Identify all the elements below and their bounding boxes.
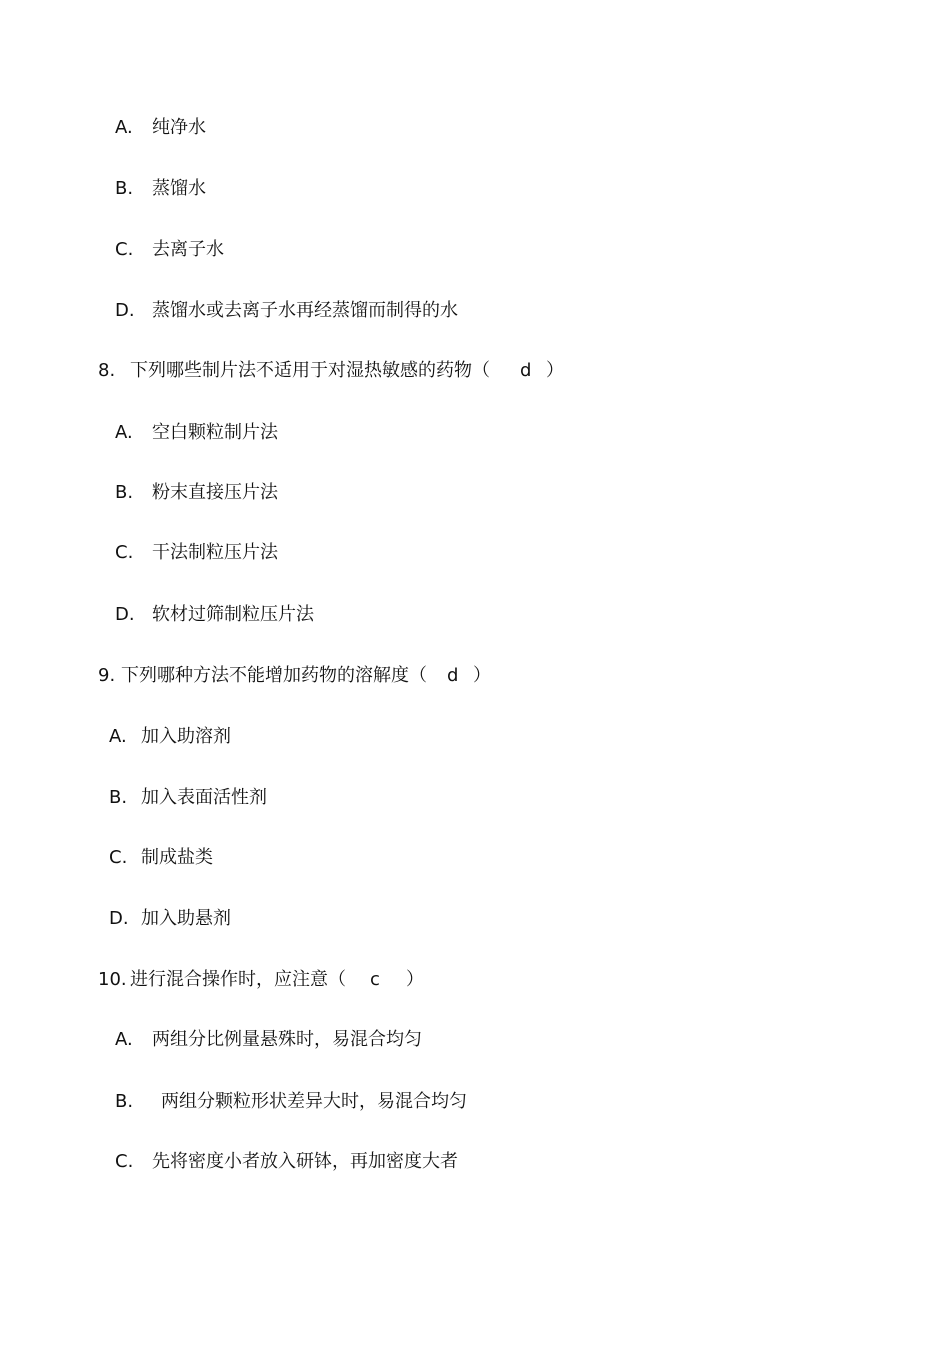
option-text: 制成盐类 <box>141 847 213 868</box>
option-text: 空白颗粒制片法 <box>152 422 278 443</box>
question-number: 10. <box>98 969 127 990</box>
option-label: A. <box>115 117 133 138</box>
option-label: C. <box>109 847 128 868</box>
option-line <box>115 177 206 201</box>
answer-close-paren: ） <box>473 665 491 686</box>
option-line <box>115 1150 458 1174</box>
option-line <box>115 603 314 627</box>
option-text: 蒸馏水或去离子水再经蒸馏而制得的水 <box>152 300 458 321</box>
option-text: 两组分比例量悬殊时，易混合均匀 <box>152 1029 422 1050</box>
question-number: 8. <box>98 360 116 381</box>
answer-open-paren: （ <box>472 360 490 381</box>
option-line <box>109 725 231 749</box>
option-label: D. <box>115 300 135 321</box>
option-line <box>115 116 206 140</box>
option-label: D. <box>109 908 129 929</box>
option-line <box>115 299 458 323</box>
answer-close-paren: ） <box>546 360 564 381</box>
option-label: A. <box>115 1029 133 1050</box>
option-line <box>109 786 267 810</box>
option-line <box>115 421 278 445</box>
answer-open-paren: （ <box>409 665 427 686</box>
option-text: 纯净水 <box>152 117 206 138</box>
option-line <box>109 846 213 870</box>
option-line <box>115 1028 422 1052</box>
answer-value: d <box>447 665 459 686</box>
option-text: 去离子水 <box>152 239 224 260</box>
option-text: 蒸馏水 <box>152 178 206 199</box>
option-text: 软材过筛制粒压片法 <box>152 604 314 625</box>
option-label: A. <box>115 422 133 443</box>
question-line <box>98 664 491 688</box>
option-line <box>115 1090 467 1114</box>
option-line <box>109 907 231 931</box>
question-number: 9. <box>98 665 116 686</box>
question-line <box>98 359 564 383</box>
option-label: C. <box>115 239 134 260</box>
option-label: D. <box>115 604 135 625</box>
question-text: 下列哪种方法不能增加药物的溶解度 <box>121 665 409 686</box>
option-label: B. <box>109 787 128 808</box>
option-line <box>115 238 224 262</box>
option-text: 加入助悬剂 <box>141 908 231 929</box>
option-label: B. <box>115 482 134 503</box>
answer-value: d <box>520 360 532 381</box>
option-label: B. <box>115 178 134 199</box>
option-label: B. <box>115 1091 134 1112</box>
option-text: 加入表面活性剂 <box>141 787 267 808</box>
option-line <box>115 481 278 505</box>
option-label: C. <box>115 1151 134 1172</box>
option-text: 先将密度小者放入研钵，再加密度大者 <box>152 1151 458 1172</box>
question-line <box>98 968 424 992</box>
option-text: 粉末直接压片法 <box>152 482 278 503</box>
option-line <box>115 541 278 565</box>
answer-value: c <box>370 969 380 990</box>
option-text: 两组分颗粒形状差异大时，易混合均匀 <box>161 1091 467 1112</box>
option-text: 加入助溶剂 <box>141 726 231 747</box>
answer-open-paren: （ <box>328 969 346 990</box>
option-text: 干法制粒压片法 <box>152 542 278 563</box>
question-text: 进行混合操作时，应注意 <box>130 969 328 990</box>
question-text: 下列哪些制片法不适用于对湿热敏感的药物 <box>130 360 472 381</box>
option-label: C. <box>115 542 134 563</box>
option-label: A. <box>109 726 127 747</box>
answer-close-paren: ） <box>406 969 424 990</box>
